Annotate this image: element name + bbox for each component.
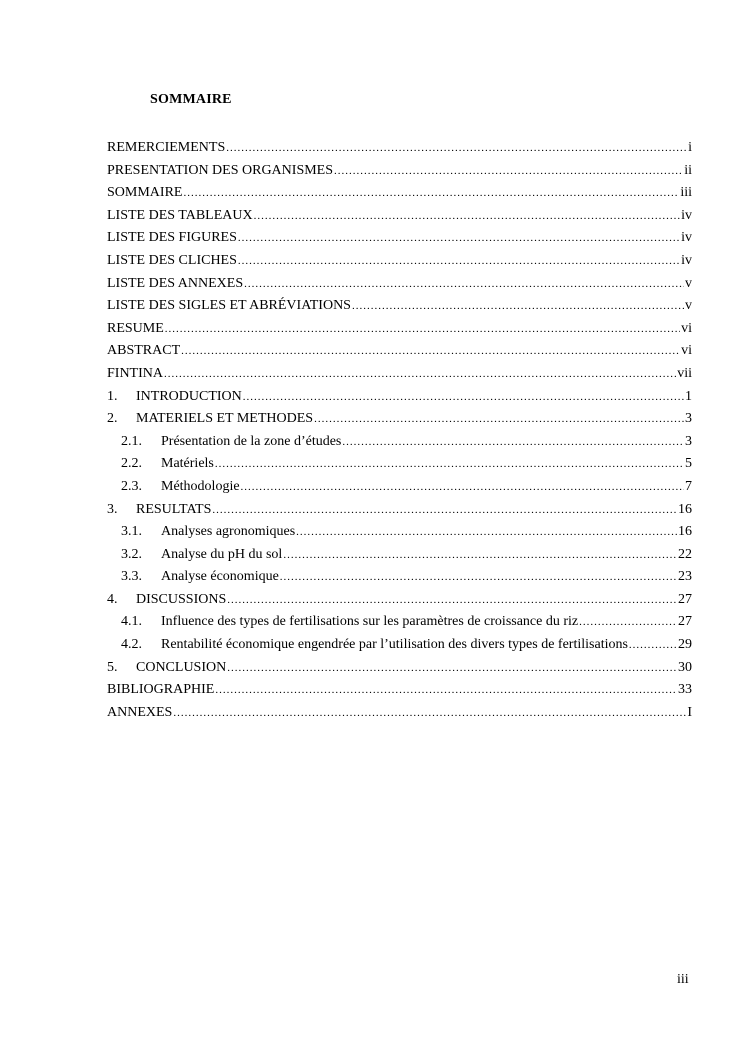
toc-entry[interactable] [107, 205, 692, 228]
footer-page-number: iii [677, 972, 689, 987]
toc-entry-label: LISTE DES TABLEAUX [107, 207, 253, 223]
toc-entry-label: Méthodologie [161, 478, 240, 494]
dot-leader [244, 273, 684, 296]
toc-entry[interactable] [107, 250, 692, 273]
dot-leader [342, 431, 684, 454]
toc-entry-number: 2.2. [121, 456, 142, 472]
toc-entry-label: ANNEXES [107, 704, 173, 720]
dot-leader [227, 589, 677, 612]
toc-entry-label: REMERCIEMENTS [107, 140, 226, 155]
dot-leader [352, 295, 684, 318]
toc-entry-label: Présentation de la zone d’études [161, 433, 342, 449]
toc-entry-page: v [685, 275, 692, 291]
toc-entry-label: DISCUSSIONS [136, 591, 227, 607]
toc-entry[interactable] [107, 273, 692, 296]
toc-entry-page: iv [681, 230, 692, 246]
dot-leader [254, 205, 680, 228]
dot-leader [238, 227, 680, 250]
toc-entry-number: 1. [107, 388, 118, 404]
toc-entry-page: i [688, 140, 692, 155]
dot-leader [165, 318, 680, 341]
table-of-contents [107, 137, 692, 724]
toc-entry-page: vii [677, 365, 692, 381]
toc-entry-page: iii [680, 185, 692, 201]
toc-entry-number: 3. [107, 501, 118, 517]
dot-leader [164, 363, 676, 386]
toc-entry-number: 4.2. [121, 637, 142, 653]
toc-entry[interactable] [107, 182, 692, 205]
toc-entry[interactable] [107, 589, 692, 612]
toc-entry[interactable] [107, 160, 692, 183]
toc-entry[interactable] [107, 318, 692, 341]
toc-entry-label: CONCLUSION [136, 659, 227, 675]
toc-entry[interactable] [107, 499, 692, 522]
toc-entry-page: iv [681, 207, 692, 223]
toc-entry-page: 7 [685, 478, 692, 494]
toc-entry-number: 4.1. [121, 614, 142, 630]
toc-entry-label: LISTE DES FIGURES [107, 230, 237, 246]
toc-entry-page: ii [684, 162, 692, 178]
toc-entry[interactable] [107, 634, 692, 657]
toc-entry-label: MATERIELS ET METHODES [136, 411, 314, 427]
toc-entry-label: INTRODUCTION [136, 388, 242, 404]
toc-entry-label: Analyses agronomiques [161, 524, 296, 540]
dot-leader [226, 137, 687, 160]
toc-entry-page: 16 [678, 524, 692, 540]
toc-entry[interactable] [107, 679, 692, 702]
toc-entry-page: 23 [678, 569, 692, 585]
toc-entry[interactable] [107, 611, 692, 634]
toc-entry[interactable] [107, 431, 692, 454]
dot-leader [243, 386, 684, 409]
dot-leader [314, 408, 684, 431]
dot-leader [579, 611, 677, 634]
page-title: SOMMAIRE [150, 92, 232, 107]
dot-leader [215, 453, 684, 476]
toc-entry-page: I [687, 704, 692, 720]
toc-entry-number: 2.3. [121, 478, 142, 494]
toc-entry-label: Matériels [161, 456, 214, 472]
toc-entry-label: Influence des types de fertilisations sur les paramètres de croissance du riz [161, 614, 579, 630]
toc-entry-page: 29 [678, 637, 692, 653]
toc-entry-label: LISTE DES SIGLES ET ABRÉVIATIONS [107, 298, 351, 314]
toc-entry-label: PRESENTATION DES ORGANISMES [107, 162, 334, 178]
toc-entry[interactable] [107, 476, 692, 499]
toc-entry-number: 2. [107, 411, 118, 427]
toc-entry[interactable] [107, 295, 692, 318]
dot-leader [173, 702, 686, 725]
dot-leader [238, 250, 680, 273]
dot-leader [212, 499, 677, 522]
toc-entry[interactable] [107, 521, 692, 544]
dot-leader [227, 657, 677, 680]
toc-entry[interactable] [107, 363, 692, 386]
toc-entry-label: RESUME [107, 320, 164, 336]
toc-entry[interactable] [107, 137, 692, 160]
toc-entry-page: vi [681, 320, 692, 336]
toc-entry-page: 30 [678, 659, 692, 675]
toc-entry[interactable] [107, 566, 692, 589]
toc-entry-page: 22 [678, 546, 692, 562]
toc-entry-number: 2.1. [121, 433, 142, 449]
toc-entry[interactable] [107, 657, 692, 680]
toc-entry-label: BIBLIOGRAPHIE [107, 682, 215, 698]
toc-entry[interactable] [107, 340, 692, 363]
dot-leader [296, 521, 677, 544]
toc-entry-page: iv [681, 252, 692, 268]
dot-leader [283, 544, 677, 567]
toc-entry-number: 3.3. [121, 569, 142, 585]
toc-entry[interactable] [107, 386, 692, 409]
toc-entry[interactable] [107, 227, 692, 250]
toc-entry-label: LISTE DES ANNEXES [107, 275, 244, 291]
toc-entry-label: RESULTATS [136, 501, 212, 517]
toc-entry[interactable] [107, 544, 692, 567]
toc-entry[interactable] [107, 453, 692, 476]
toc-entry-page: 3 [685, 433, 692, 449]
toc-entry-page: 27 [678, 591, 692, 607]
toc-entry-label: ABSTRACT [107, 343, 181, 359]
toc-entry[interactable] [107, 702, 692, 725]
toc-entry-label: FINTINA [107, 365, 163, 381]
toc-entry-page: 33 [678, 682, 692, 698]
toc-entry-label: Analyse économique [161, 569, 279, 585]
toc-entry-page: 3 [685, 411, 692, 427]
toc-entry-number: 3.2. [121, 546, 142, 562]
dot-leader [215, 679, 677, 702]
dot-leader [334, 160, 683, 183]
toc-entry-page: v [685, 298, 692, 314]
toc-entry-page: 1 [685, 388, 692, 404]
toc-entry-page: 5 [685, 456, 692, 472]
toc-entry-page: vi [681, 343, 692, 359]
toc-entry[interactable] [107, 408, 692, 431]
toc-entry-number: 4. [107, 591, 118, 607]
toc-entry-label: Analyse du pH du sol [161, 546, 283, 562]
toc-entry-number: 3.1. [121, 524, 142, 540]
dot-leader [280, 566, 677, 589]
dot-leader [241, 476, 684, 499]
toc-entry-label: Rentabilité économique engendrée par l’utilisation des divers types de fertilisations [161, 637, 628, 653]
toc-entry-number: 5. [107, 659, 118, 675]
toc-entry-page: 16 [678, 501, 692, 517]
toc-entry-label: SOMMAIRE [107, 185, 183, 201]
dot-leader [181, 340, 680, 363]
dot-leader [629, 634, 677, 657]
dot-leader [183, 182, 679, 205]
toc-entry-page: 27 [678, 614, 692, 630]
toc-entry-label: LISTE DES CLICHES [107, 252, 237, 268]
